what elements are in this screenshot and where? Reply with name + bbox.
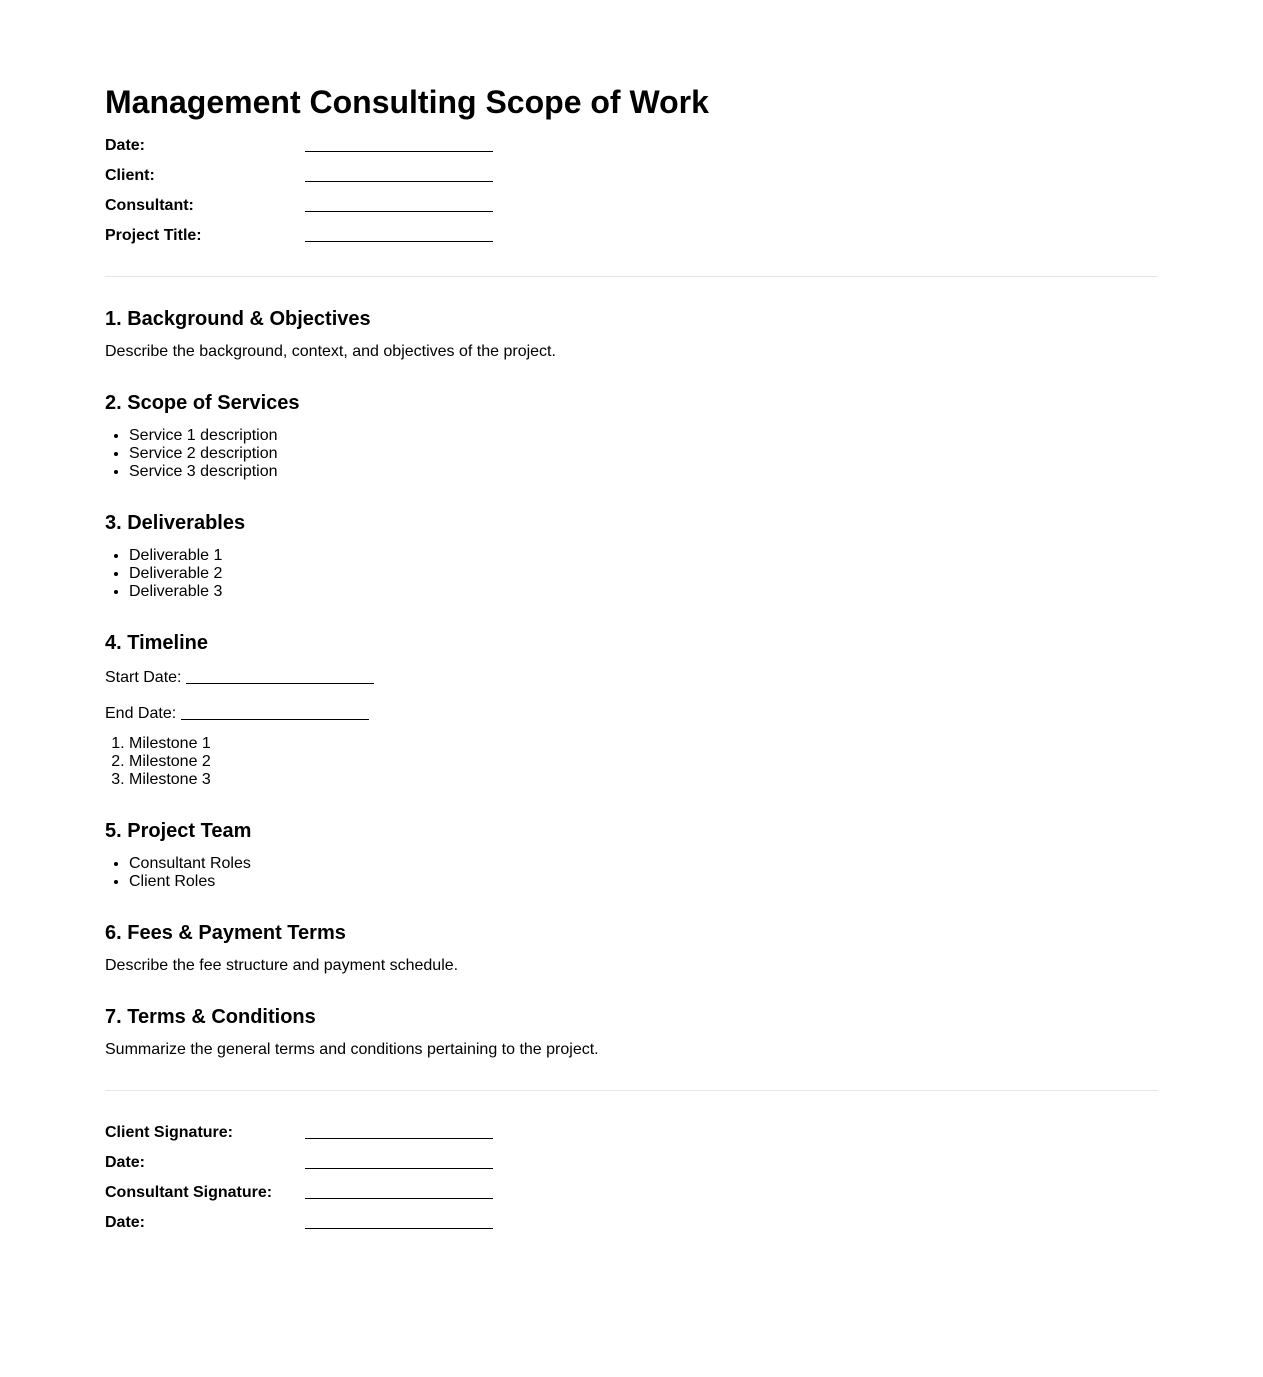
client-signature-field xyxy=(105,1122,1158,1152)
list-item: • Deliverable 3 xyxy=(129,583,1158,601)
section-text: Describe the background, context, and objectives of the project. xyxy=(105,343,556,360)
field-label: Consultant: xyxy=(105,197,194,214)
document-title: Management Consulting Scope of Work xyxy=(105,84,709,120)
section-heading: 5. Project Team xyxy=(105,820,252,842)
consultant-date-blank-line[interactable] xyxy=(305,1214,493,1229)
end-date-blank-line[interactable] xyxy=(181,705,369,720)
list-item: 1. Milestone 1 xyxy=(129,735,1158,753)
section-deliverables xyxy=(105,511,1158,601)
section-terms xyxy=(105,1005,1158,1059)
list-item: • Service 3 description xyxy=(129,463,1158,481)
section-background xyxy=(105,307,1158,361)
section-text: Describe the fee structure and payment schedule. xyxy=(105,957,459,974)
section-heading: 6. Fees & Payment Terms xyxy=(105,922,346,944)
consultant-signature-field xyxy=(105,1182,1158,1212)
consultant-signature-blank-line[interactable] xyxy=(305,1184,493,1199)
header-field-consultant xyxy=(105,195,1158,225)
header-field-project-title xyxy=(105,225,1158,255)
section-fees xyxy=(105,921,1158,975)
list-item: • Deliverable 1 xyxy=(129,547,1158,565)
start-date-field xyxy=(105,667,1158,687)
section-heading: 2. Scope of Services xyxy=(105,392,300,414)
start-date-label: Start Date: xyxy=(105,669,182,686)
start-date-blank-line[interactable] xyxy=(186,669,374,684)
bullet-list xyxy=(105,855,1158,891)
client-date-field xyxy=(105,1152,1158,1182)
section-heading: 4. Timeline xyxy=(105,632,209,654)
list-item: • Service 1 description xyxy=(129,427,1158,445)
list-item: • Service 2 description xyxy=(129,445,1158,463)
milestone-list xyxy=(105,735,1158,789)
field-label: Client Signature: xyxy=(105,1124,234,1141)
client-blank-line[interactable] xyxy=(305,167,493,182)
end-date-label: End Date: xyxy=(105,705,177,722)
divider xyxy=(105,1090,1158,1091)
list-item: 3. Milestone 3 xyxy=(129,771,1158,789)
list-item: • Consultant Roles xyxy=(129,855,1158,873)
section-timeline xyxy=(105,631,1158,789)
bullet-list xyxy=(105,427,1158,481)
section-scope xyxy=(105,391,1158,481)
consultant-date-field xyxy=(105,1212,1158,1242)
list-item: 2. Milestone 2 xyxy=(129,753,1158,771)
consultant-blank-line[interactable] xyxy=(305,197,493,212)
section-heading: 3. Deliverables xyxy=(105,512,246,534)
signature-fields xyxy=(105,1122,1158,1242)
divider xyxy=(105,276,1158,277)
field-label: Date: xyxy=(105,137,146,154)
bullet-list xyxy=(105,547,1158,601)
end-date-field xyxy=(105,703,1158,723)
section-heading: 7. Terms & Conditions xyxy=(105,1006,316,1028)
header-field-date xyxy=(105,135,1158,165)
section-text: Summarize the general terms and conditions pertaining to the project. xyxy=(105,1041,599,1058)
project-title-blank-line[interactable] xyxy=(305,227,493,242)
section-heading: 1. Background & Objectives xyxy=(105,308,371,330)
list-item: • Client Roles xyxy=(129,873,1158,891)
field-label: Client: xyxy=(105,167,155,184)
header-fields xyxy=(105,135,1158,255)
section-team xyxy=(105,819,1158,891)
client-date-blank-line[interactable] xyxy=(305,1154,493,1169)
date-blank-line[interactable] xyxy=(305,137,493,152)
header-field-client xyxy=(105,165,1158,195)
field-label: Consultant Signature: xyxy=(105,1184,273,1201)
field-label: Date: xyxy=(105,1154,146,1171)
field-label: Project Title: xyxy=(105,227,202,244)
list-item: • Deliverable 2 xyxy=(129,565,1158,583)
field-label: Date: xyxy=(105,1214,146,1231)
client-signature-blank-line[interactable] xyxy=(305,1124,493,1139)
